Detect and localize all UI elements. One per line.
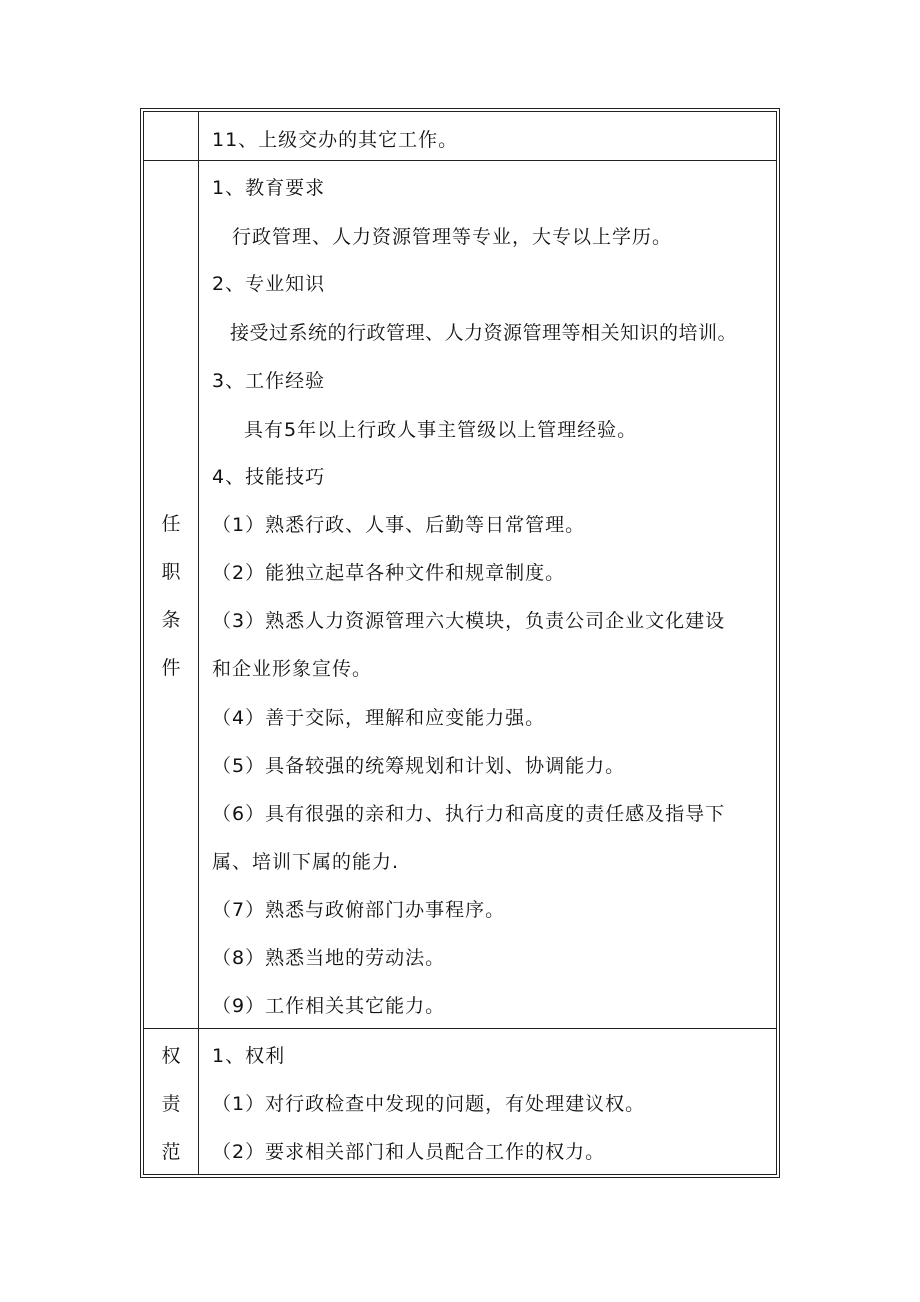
- experience-heading: 3、工作经验: [212, 370, 326, 392]
- knowledge-text: 接受过系统的行政管理、人力资源管理等相关知识的培训。: [230, 322, 738, 344]
- qualifications-label-char-1: 任: [161, 513, 181, 535]
- duty-line-11: 11、上级交办的其它工作。: [212, 129, 459, 151]
- skills-heading: 4、技能技巧: [212, 466, 326, 488]
- row-divider-1: [143, 160, 777, 161]
- skill-item-9: （9）工作相关其它能力。: [212, 995, 446, 1017]
- column-divider: [198, 111, 199, 1175]
- skill-item-7: （7）熟悉与政俯部门办事程序。: [212, 899, 506, 921]
- education-text: 行政管理、人力资源管理等专业，大专以上学历。: [232, 226, 673, 248]
- authority-label-char-3: 范: [161, 1141, 181, 1163]
- right-item-1: （1）对行政检查中发现的问题，有处理建议权。: [212, 1093, 646, 1115]
- authority-label-char-2: 责: [161, 1093, 181, 1115]
- experience-text: 具有5年以上行政人事主管级以上管理经验。: [244, 419, 638, 441]
- education-heading: 1、教育要求: [212, 177, 326, 199]
- skill-item-5: （5）具备较强的统筹规划和计划、协调能力。: [212, 755, 626, 777]
- skill-item-6-continued: 属、培训下属的能力.: [212, 851, 400, 873]
- skill-item-3: （3）熟悉人力资源管理六大模块，负责公司企业文化建设: [212, 610, 726, 632]
- authority-label-char-1: 权: [161, 1045, 181, 1067]
- qualifications-label-char-3: 条: [161, 609, 181, 631]
- skill-item-2: （2）能独立起草各种文件和规章制度。: [212, 562, 566, 584]
- knowledge-heading: 2、专业知识: [212, 273, 326, 295]
- skill-item-3-continued: 和企业形象宣传。: [212, 658, 373, 680]
- row-divider-2: [143, 1028, 777, 1029]
- qualifications-label-char-4: 件: [161, 657, 181, 679]
- rights-heading: 1、权利: [212, 1045, 286, 1067]
- skill-item-1: （1）熟悉行政、人事、后勤等日常管理。: [212, 514, 586, 536]
- right-item-2: （2）要求相关部门和人员配合工作的权力。: [212, 1141, 606, 1163]
- skill-item-4: （4）善于交际，理解和应变能力强。: [212, 707, 546, 729]
- qualifications-label-char-2: 职: [161, 561, 181, 583]
- skill-item-8: （8）熟悉当地的劳动法。: [212, 947, 446, 969]
- skill-item-6: （6）具有很强的亲和力、执行力和高度的责任感及指导下: [212, 803, 726, 825]
